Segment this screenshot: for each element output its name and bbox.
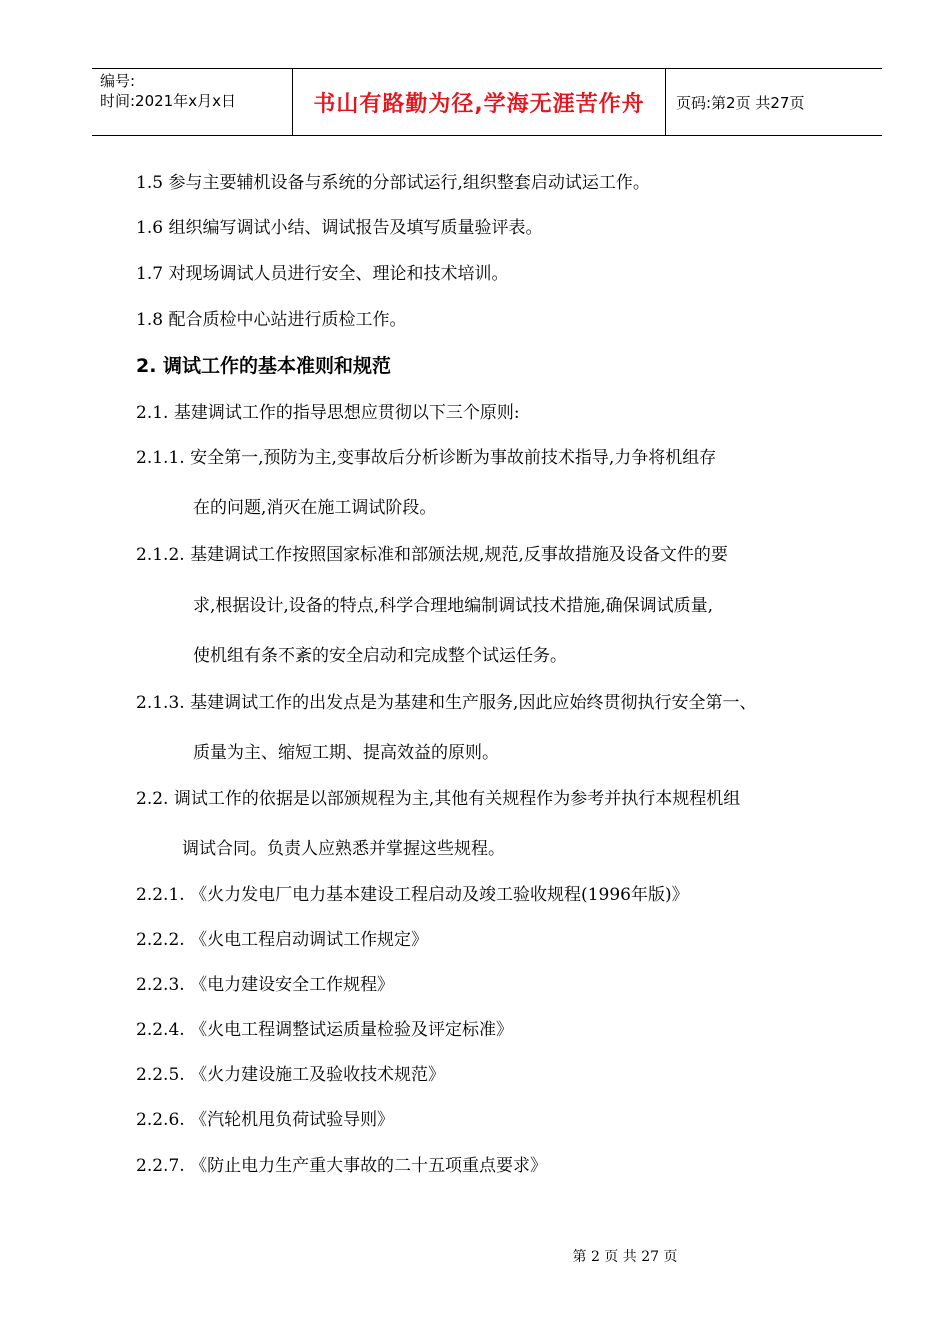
header-meta-cell bbox=[92, 69, 293, 135]
paragraph-2-2-line-1: 2.2. 调试工作的依据是以部颁规程为主,其他有关规程作为参考并执行本规程机组 bbox=[136, 789, 741, 809]
paragraph-1-5: 1.5 参与主要辅机设备与系统的分部试运行,组织整套启动试运工作。 bbox=[136, 173, 650, 193]
reference-2-2-2: 2.2.2. 《火电工程启动调试工作规定》 bbox=[136, 930, 429, 950]
header-page-cell bbox=[666, 69, 882, 135]
reference-2-2-6: 2.2.6. 《汽轮机甩负荷试验导则》 bbox=[136, 1110, 395, 1130]
paragraph-2-1-3-line-1: 2.1.3. 基建调试工作的出发点是为基建和生产服务,因此应始终贯彻执行安全第一、 bbox=[136, 693, 757, 713]
paragraph-2-1-1-line-2: 在的问题,消灭在施工调试阶段。 bbox=[193, 498, 437, 518]
document-number-label: 编号: bbox=[100, 72, 136, 90]
page-header bbox=[92, 68, 882, 136]
paragraph-1-6: 1.6 组织编写调试小结、调试报告及填写质量验评表。 bbox=[136, 218, 543, 238]
reference-2-2-4: 2.2.4. 《火电工程调整试运质量检验及评定标准》 bbox=[136, 1020, 514, 1040]
paragraph-2-1-1-line-1: 2.1.1. 安全第一,预防为主,变事故后分析诊断为事故前技术指导,力争将机组存 bbox=[136, 448, 717, 468]
reference-2-2-3: 2.2.3. 《电力建设安全工作规程》 bbox=[136, 975, 395, 995]
page-footer bbox=[0, 1246, 950, 1266]
paragraph-2-2-line-2: 调试合同。负责人应熟悉并掌握这些规程。 bbox=[182, 839, 505, 859]
paragraph-2-1-2-line-2: 求,根据设计,设备的特点,科学合理地编制调试技术措施,确保调试质量, bbox=[193, 596, 714, 616]
header-motto-cell bbox=[293, 69, 666, 135]
paragraph-2-1-2-line-3: 使机组有条不紊的安全启动和完成整个试运任务。 bbox=[193, 646, 567, 666]
footer-page-number: 第 2 页 共 27 页 bbox=[572, 1249, 678, 1265]
reference-2-2-1: 2.2.1. 《火力发电厂电力基本建设工程启动及竣工验收规程(1996年版)》 bbox=[136, 885, 689, 905]
paragraph-1-8: 1.8 配合质检中心站进行质检工作。 bbox=[136, 310, 407, 330]
paragraph-1-7: 1.7 对现场调试人员进行安全、理论和技术培训。 bbox=[136, 264, 509, 284]
paragraph-2-1-3-line-2: 质量为主、缩短工期、提高效益的原则。 bbox=[193, 743, 499, 763]
paragraph-2-1: 2.1. 基建调试工作的指导思想应贯彻以下三个原则: bbox=[136, 403, 520, 423]
header-page-number: 页码:第2页 共27页 bbox=[676, 93, 805, 112]
section-2-heading: 2. 调试工作的基本准则和规范 bbox=[136, 355, 392, 377]
reference-2-2-7: 2.2.7. 《防止电力生产重大事故的二十五项重点要求》 bbox=[136, 1156, 548, 1176]
header-motto: 书山有路勤为径,学海无涯苦作舟 bbox=[313, 91, 645, 117]
reference-2-2-5: 2.2.5. 《火力建设施工及验收技术规范》 bbox=[136, 1065, 446, 1085]
document-time-label: 时间:2021年x月x日 bbox=[100, 92, 236, 110]
paragraph-2-1-2-line-1: 2.1.2. 基建调试工作按照国家标准和部颁法规,规范,反事故措施及设备文件的要 bbox=[136, 545, 728, 565]
